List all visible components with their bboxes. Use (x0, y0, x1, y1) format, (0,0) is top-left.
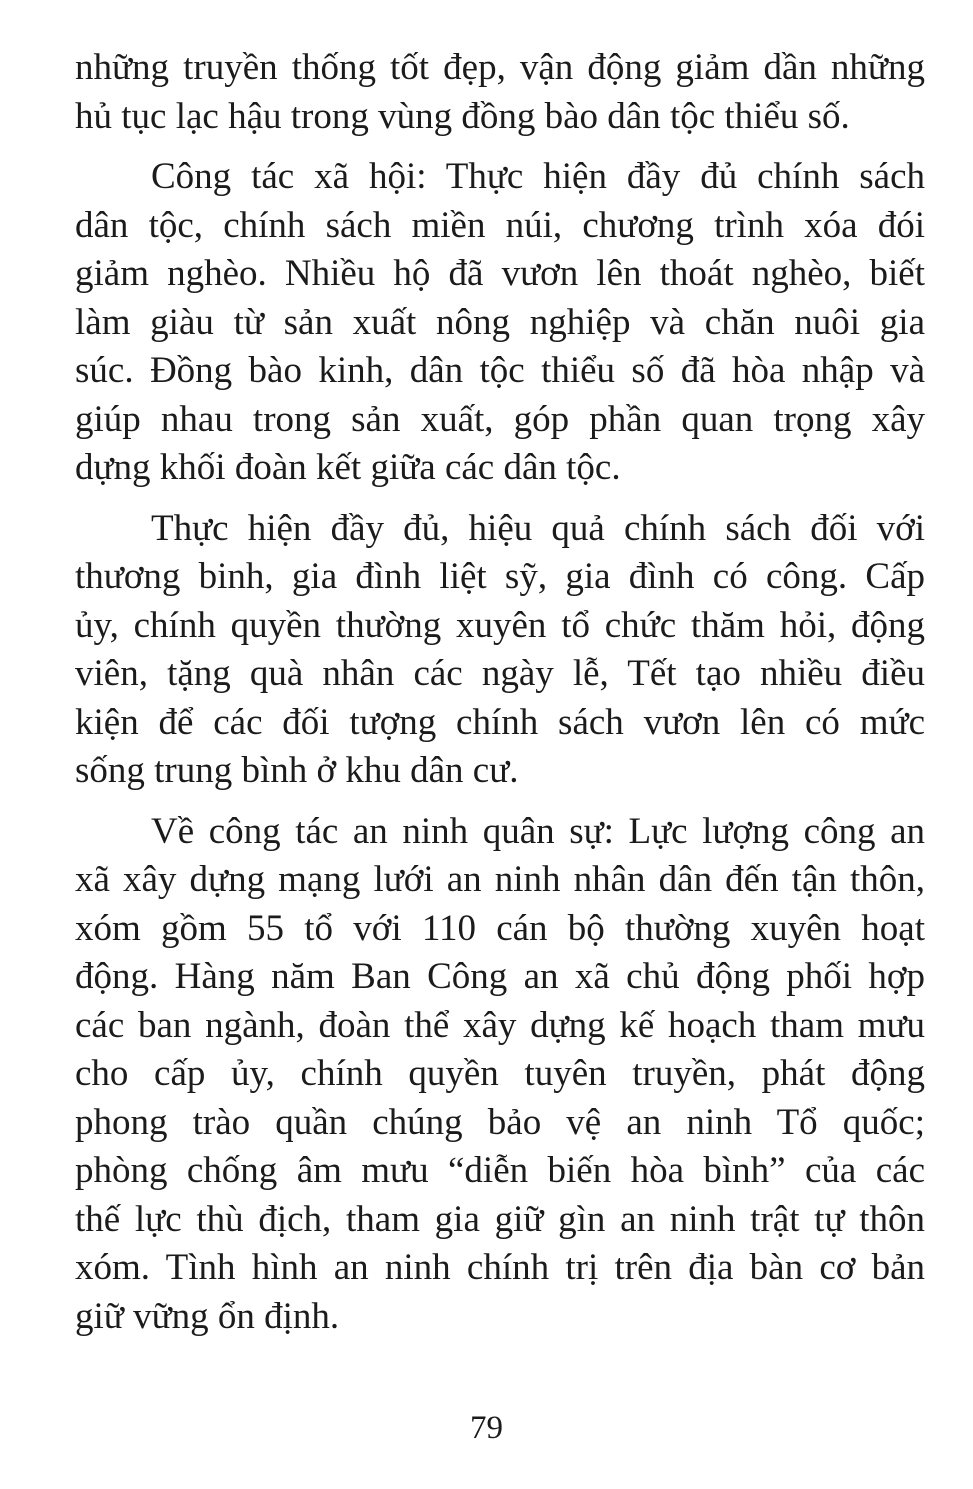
text-line: hủ tục lạc hậu trong vùng đồng bào dân tộc thiểu số. (75, 95, 850, 137)
text-line: ủy, chính quyền thường xuyên tổ chức thăm hỏi, động (75, 604, 925, 646)
text-line: Thực hiện đầy đủ, hiệu quả chính sách đối với (151, 507, 925, 549)
paragraph-policy (75, 505, 925, 796)
text-line: xóm gồm 55 tổ với 110 cán bộ thường xuyên hoạt (75, 907, 925, 949)
text-line: dân tộc, chính sách miền núi, chương trình xóa đói (75, 204, 925, 246)
text-line: động. Hàng năm Ban Công an xã chủ động phối hợp (75, 956, 925, 997)
text-line: Về công tác an ninh quân sự: Lực lượng công an (151, 810, 925, 852)
text-line: kiện để các đối tượng chính sách vươn lên có mức (75, 701, 925, 743)
paragraph-social-work (75, 153, 925, 493)
text-line: dựng khối đoàn kết giữa các dân tộc. (75, 447, 621, 488)
text-line: sống trung bình ở khu dân cư. (75, 750, 519, 791)
page-number: 79 (470, 1410, 503, 1446)
text-line: giữ vững ổn định. (75, 1295, 340, 1337)
text-line: xóm. Tình hình an ninh chính trị trên địa bàn cơ bản (75, 1247, 925, 1288)
text-line: những truyền thống tốt đẹp, vận động giảm dần những (75, 47, 925, 88)
text-line: các ban ngành, đoàn thể xây dựng kế hoạch tham mưu (75, 1004, 925, 1046)
text-line: phòng chống âm mưu “diễn biến hòa bình” của các (75, 1150, 925, 1191)
text-line: viên, tặng quà nhân các ngày lễ, Tết tạo nhiều điều (75, 653, 925, 694)
text-line: phong trào quần chúng bảo vệ an ninh Tổ quốc; (75, 1101, 925, 1143)
text-line: xã xây dựng mạng lưới an ninh nhân dân đến tận thôn, (75, 859, 925, 900)
text-line: Công tác xã hội: Thực hiện đầy đủ chính sách (151, 156, 925, 197)
text-line: thương binh, gia đình liệt sỹ, gia đình có công. Cấp (75, 556, 925, 597)
paragraph-continuation (75, 44, 925, 141)
text-line: làm giàu từ sản xuất nông nghiệp và chăn nuôi gia (75, 301, 925, 343)
text-line: thế lực thù địch, tham gia giữ gìn an ninh trật tự thôn (75, 1198, 925, 1240)
text-line: giảm nghèo. Nhiều hộ đã vươn lên thoát nghèo, biết (75, 253, 925, 294)
text-line: giúp nhau trong sản xuất, góp phần quan trọng xây (75, 398, 925, 440)
text-line: súc. Đồng bào kinh, dân tộc thiểu số đã hòa nhập và (75, 350, 925, 391)
text-line: cho cấp ủy, chính quyền tuyên truyền, phát động (75, 1053, 925, 1094)
paragraph-security (75, 808, 925, 1342)
page-body (75, 44, 925, 1353)
